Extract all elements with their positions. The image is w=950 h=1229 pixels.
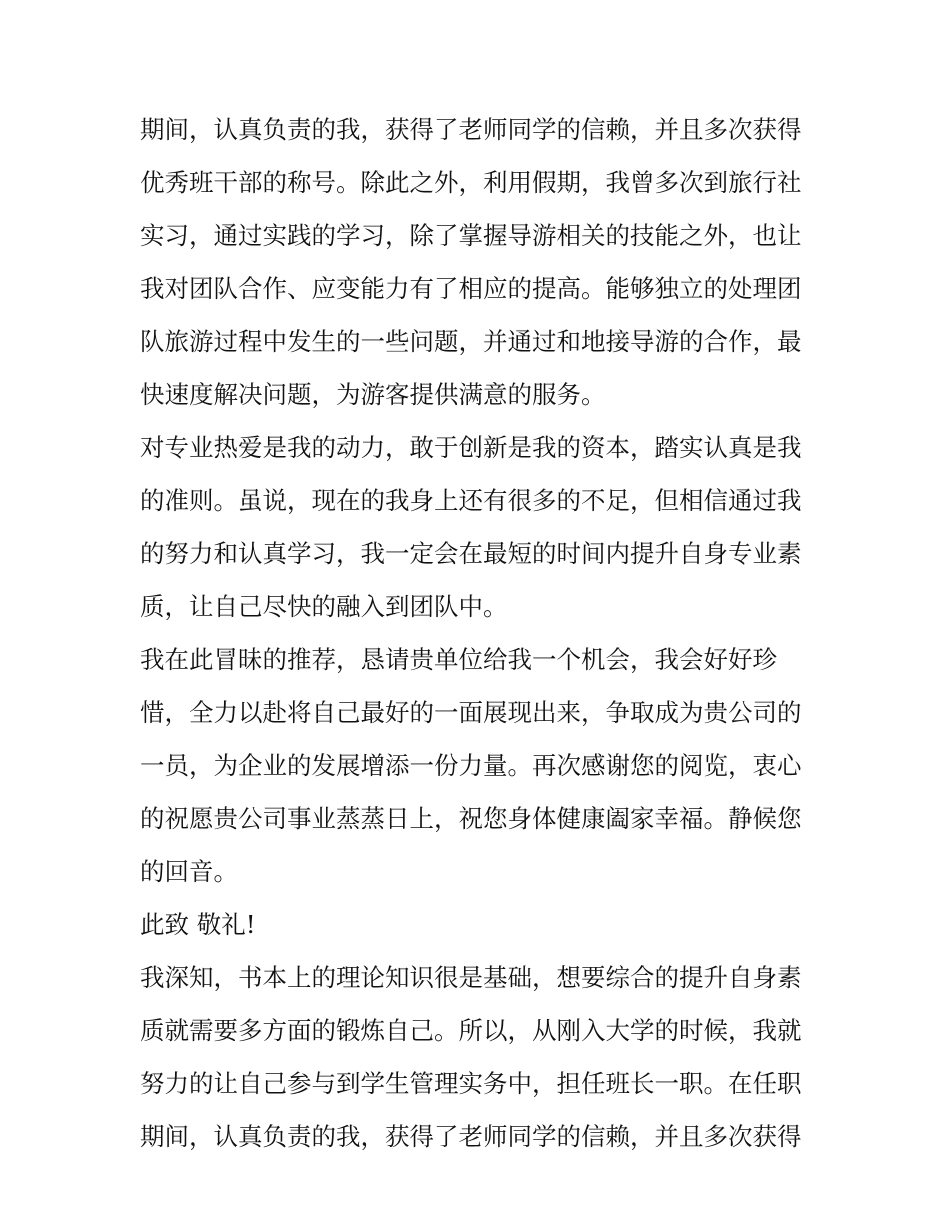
text-line: 对专业热爱是我的动力，敢于创新是我的资本，踏实认真是我 xyxy=(140,433,802,462)
text-line: 努力的让自己参与到学生管理实务中，担任班长一职。在任职 xyxy=(140,1069,802,1098)
text-line: 惜，全力以赴将自己最好的一面展现出来，争取成为贵公司的 xyxy=(140,698,802,727)
text-line: 的努力和认真学习，我一定会在最短的时间内提升自身专业素 xyxy=(140,539,802,568)
text-line: 实习，通过实践的学习，除了掌握导游相关的技能之外，也让 xyxy=(140,221,802,250)
text-line: 优秀班干部的称号。除此之外，利用假期，我曾多次到旅行社 xyxy=(140,168,802,197)
text-line: 质，让自己尽快的融入到团队中。 xyxy=(140,592,508,621)
text-line: 队旅游过程中发生的一些问题，并通过和地接导游的合作，最 xyxy=(140,327,802,356)
closing-salutation: 此致 敬礼! xyxy=(140,910,256,939)
text-line: 的祝愿贵公司事业蒸蒸日上，祝您身体健康阖家幸福。静候您 xyxy=(140,804,802,833)
text-line: 的回音。 xyxy=(140,857,238,886)
text-line: 质就需要多方面的锻炼自己。所以，从刚入大学的时候，我就 xyxy=(140,1016,802,1045)
text-line: 我深知，书本上的理论知识很是基础，想要综合的提升自身素 xyxy=(140,963,802,992)
text-line: 快速度解决问题，为游客提供满意的服务。 xyxy=(140,380,606,409)
text-line: 的准则。虽说，现在的我身上还有很多的不足，但相信通过我 xyxy=(140,486,802,515)
text-line: 一员，为企业的发展增添一份力量。再次感谢您的阅览，衷心 xyxy=(140,751,802,780)
text-line: 期间，认真负责的我，获得了老师同学的信赖，并且多次获得 xyxy=(140,1122,802,1151)
text-line: 期间，认真负责的我，获得了老师同学的信赖，并且多次获得 xyxy=(140,115,802,144)
text-line: 我在此冒昧的推荐，恳请贵单位给我一个机会，我会好好珍 xyxy=(140,645,777,674)
text-line: 我对团队合作、应变能力有了相应的提高。能够独立的处理团 xyxy=(140,274,802,303)
